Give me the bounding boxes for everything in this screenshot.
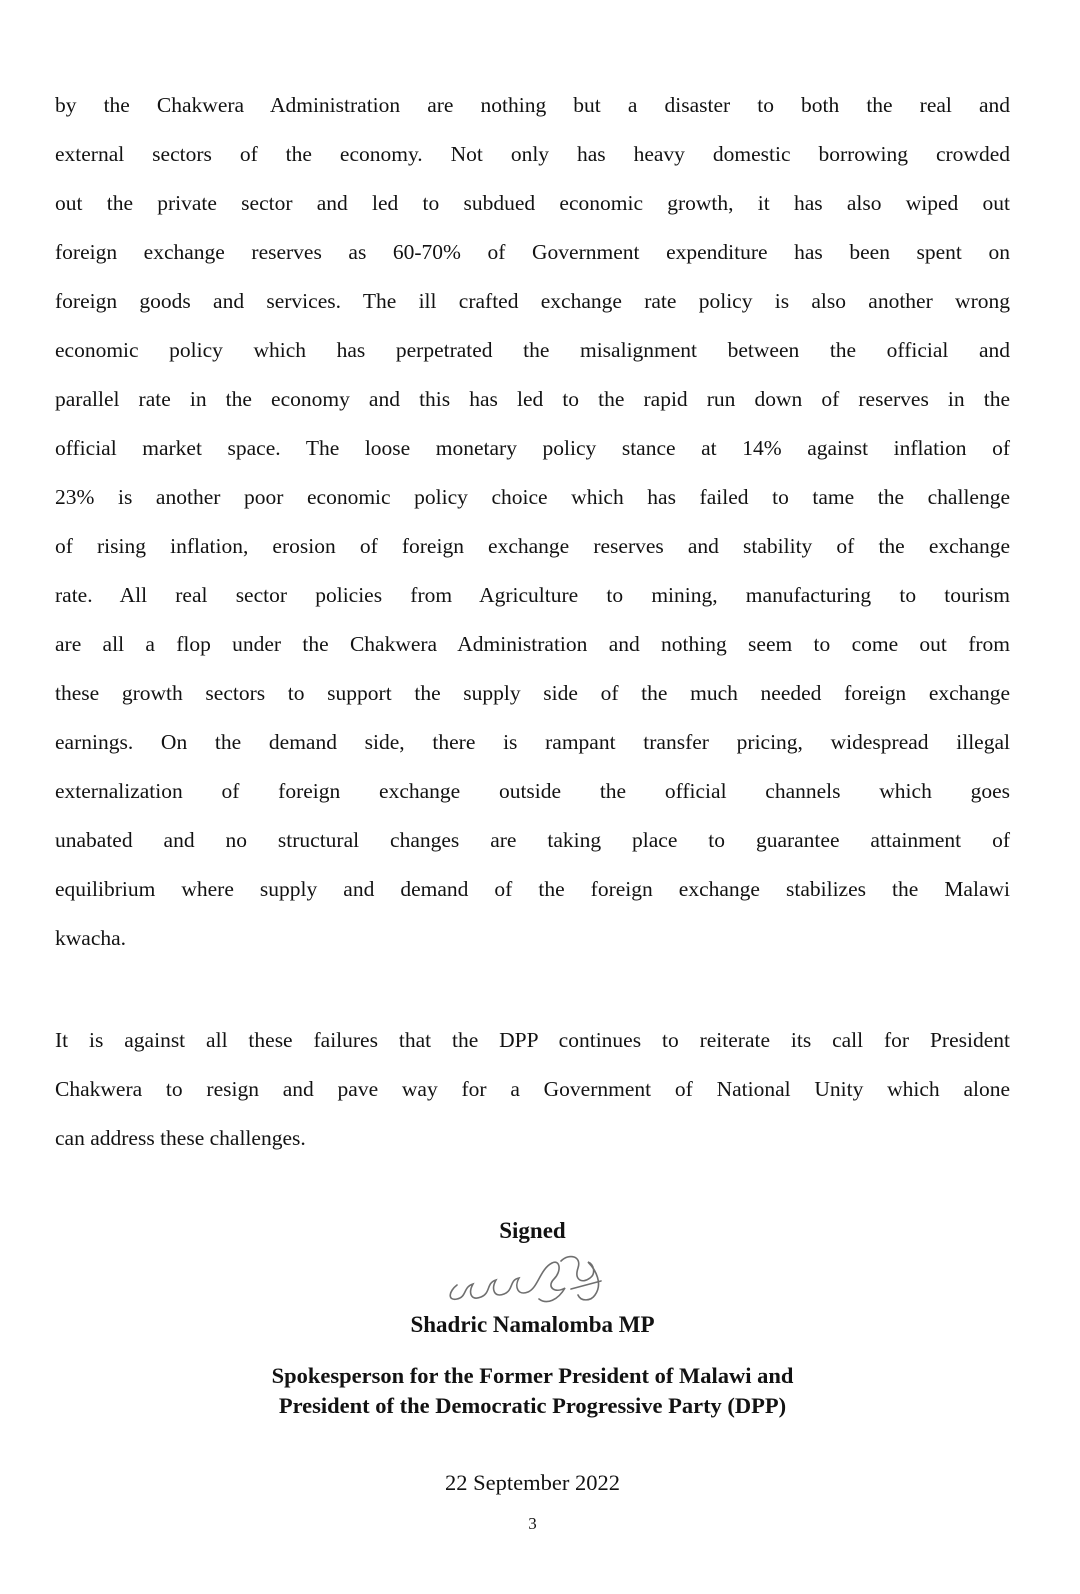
- document-date: 22 September 2022: [445, 1470, 620, 1495]
- text-line: external sectors of the economy. Not only has heavy domestic borrowing crowded: [55, 142, 1010, 166]
- text-line: can address these challenges.: [55, 1126, 306, 1150]
- text-line: Chakwera to resign and pave way for a Government of National Unity which alone: [55, 1077, 1010, 1101]
- text-line: of rising inflation, erosion of foreign exchange reserves and stability of the exchange: [55, 534, 1010, 558]
- body-paragraph-2: [55, 1016, 1010, 1163]
- handwritten-signature-icon: [443, 1251, 623, 1309]
- text-line: foreign exchange reserves as 60-70% of Government expenditure has been spent on: [55, 240, 1010, 264]
- text-line: out the private sector and led to subdued economic growth, it has also wiped out: [55, 191, 1010, 215]
- text-line: earnings. On the demand side, there is rampant transfer pricing, widespread illegal: [55, 730, 1010, 754]
- body-paragraph-1: [55, 81, 1010, 963]
- text-line: It is against all these failures that the DPP continues to reiterate its call for President: [55, 1028, 1010, 1052]
- text-line: parallel rate in the economy and this has led to the rapid run down of reserves in the: [55, 387, 1010, 411]
- signatory-title: [55, 1361, 1010, 1421]
- text-line: by the Chakwera Administration are nothing but a disaster to both the real and: [55, 93, 1010, 117]
- page-number: 3: [528, 1514, 537, 1533]
- text-line: rate. All real sector policies from Agriculture to mining, manufacturing to tourism: [55, 583, 1010, 607]
- signed-label: Signed: [499, 1218, 566, 1243]
- text-line: economic policy which has perpetrated the misalignment between the official and: [55, 338, 1010, 362]
- text-line: kwacha.: [55, 926, 127, 950]
- text-line: these growth sectors to support the supply side of the much needed foreign exchange: [55, 681, 1010, 705]
- signature-block: [55, 1217, 1010, 1535]
- signatory-name: Shadric Namalomba MP: [410, 1312, 655, 1337]
- text-line: externalization of foreign exchange outside the official channels which goes: [55, 779, 1010, 803]
- signatory-title-line-1: Spokesperson for the Former President of Malawi and: [271, 1363, 794, 1388]
- text-line: unabated and no structural changes are taking place to guarantee attainment of: [55, 828, 1010, 852]
- text-line: are all a flop under the Chakwera Administration and nothing seem to come out from: [55, 632, 1010, 656]
- text-line: official market space. The loose monetary policy stance at 14% against inflation of: [55, 436, 1010, 460]
- signatory-title-line-2: President of the Democratic Progressive Party (DPP): [278, 1393, 787, 1418]
- text-line: 23% is another poor economic policy choice which has failed to tame the challenge: [55, 485, 1010, 509]
- text-line: foreign goods and services. The ill crafted exchange rate policy is also another wrong: [55, 289, 1010, 313]
- text-line: equilibrium where supply and demand of the foreign exchange stabilizes the Malawi: [55, 877, 1010, 901]
